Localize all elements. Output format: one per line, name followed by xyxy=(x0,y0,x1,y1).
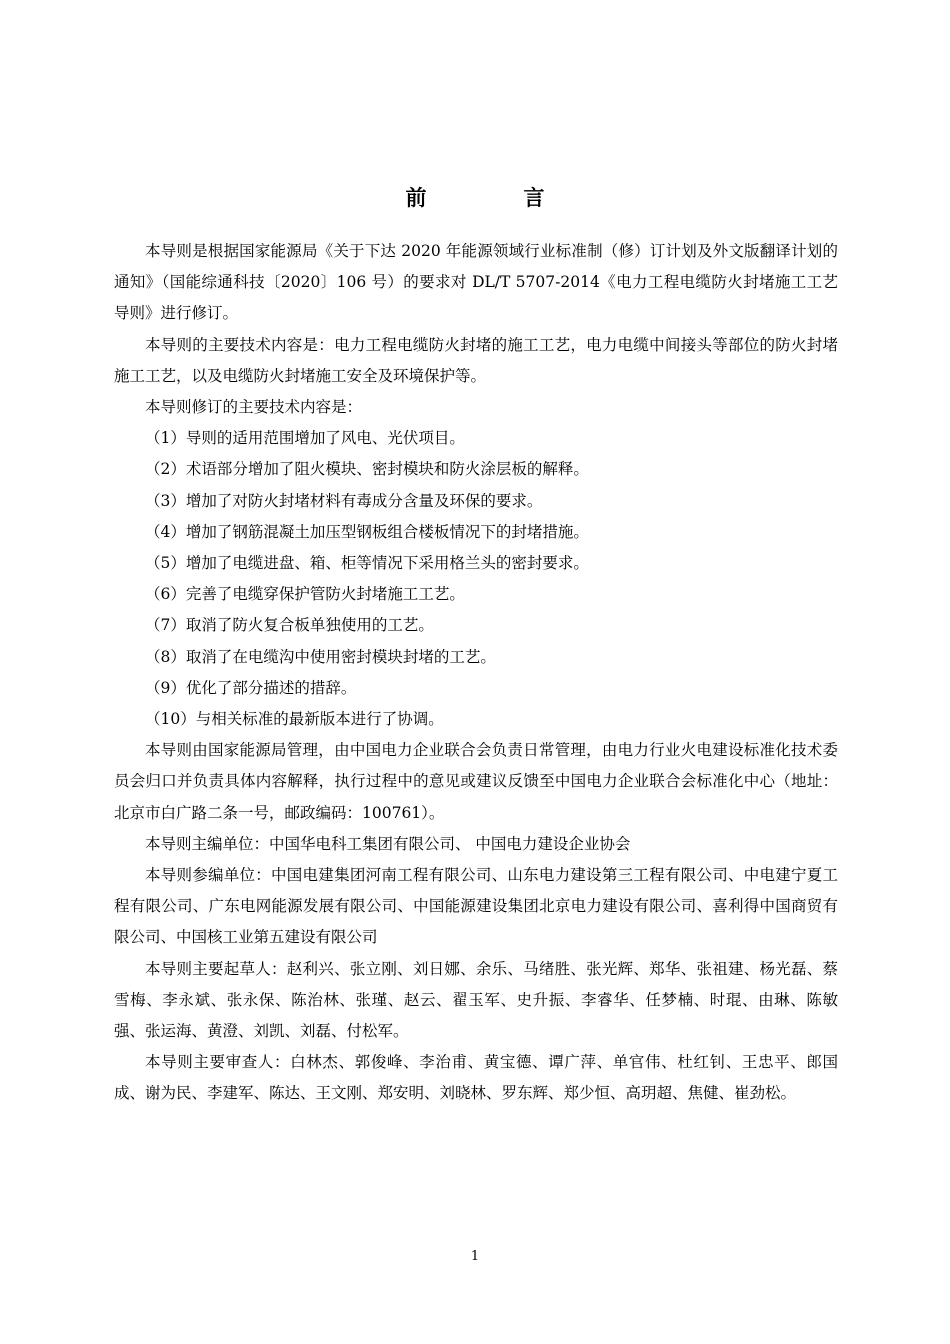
paragraph-reviewers: 本导则主要审查人：白林杰、郭俊峰、李治甫、黄宝德、谭广萍、单官伟、杜红钊、王忠平、郎国成、谢为民、李建军、陈达、王文刚、郑安明、刘晓林、罗东辉、郑少恒、高玥超、焦健、崔劲松。 xyxy=(114,1053,838,1103)
paragraph-basis: 本导则是根据国家能源局《关于下达 2020 年能源领域行业标准制（修）订计划及外文版翻译计划的通知》（国能综通科技〔2020〕106 号）的要求对 DL/T 5707-2014《电力工程电缆防火封堵施工工艺导则》进行修订。 xyxy=(114,242,838,323)
paragraph-management: 本导则由国家能源局管理，由中国电力企业联合会负责日常管理，由电力行业火电建设标准化技术委员会归口并负责具体内容解释，执行过程中的意见或建议反馈至中国电力企业联合会标准化中心（地址：北京市白广路二条一号，邮政编码：100761）。 xyxy=(114,741,838,822)
paragraph-main-content: 本导则的主要技术内容是：电力工程电缆防火封堵的施工工艺，电力电缆中间接头等部位的防火封堵施工工艺，以及电缆防火封堵施工安全及环境保护等。 xyxy=(114,335,838,385)
revision-item-7: （7）取消了防火复合板单独使用的工艺。 xyxy=(145,616,434,635)
paragraph-chief-editors: 本导则主编单位：中国华电科工集团有限公司、 中国电力建设企业协会 xyxy=(145,834,631,853)
revision-item-3: （3）增加了对防火封堵材料有毒成分含量及环保的要求。 xyxy=(145,491,543,510)
preface-body xyxy=(114,236,838,1110)
revision-item-1: （1）导则的适用范围增加了风电、光伏项目。 xyxy=(145,429,465,448)
revision-item-8: （8）取消了在电缆沟中使用密封模块封堵的工艺。 xyxy=(145,647,496,666)
revision-item-5: （5）增加了电缆进盘、箱、柜等情况下采用格兰头的密封要求。 xyxy=(145,554,589,573)
revision-item-6: （6）完善了电缆穿保护管防火封堵施工工艺。 xyxy=(145,585,465,604)
revision-item-2: （2）术语部分增加了阻火模块、密封模块和防火涂层板的解释。 xyxy=(145,460,589,479)
paragraph-participants: 本导则参编单位：中国电建集团河南工程有限公司、山东电力建设第三工程有限公司、中电建宁夏工程有限公司、广东电网能源发展有限公司、中国能源建设集团北京电力建设有限公司、喜利得中国商贸有限公司、中国核工业第五建设有限公司 xyxy=(114,866,838,947)
paragraph-revision-intro: 本导则修订的主要技术内容是： xyxy=(145,398,363,417)
revision-item-4: （4）增加了钢筋混凝土加压型钢板组合楼板情况下的封堵措施。 xyxy=(145,522,589,541)
revision-item-10: （10）与相关标准的最新版本进行了协调。 xyxy=(145,710,444,729)
paragraph-drafters: 本导则主要起草人：赵利兴、张立刚、刘日娜、余乐、马绪胜、张光辉、郑华、张祖建、杨光磊、蔡雪梅、李永斌、张永保、陈治林、张瑾、赵云、翟玉军、史升振、李睿华、任梦楠、时琨、由琳、陈敏强、张运海、黄澄、刘凯、刘磊、付松军。 xyxy=(114,959,838,1041)
page-number: 1 xyxy=(470,1249,480,1264)
page-title: 前 言 xyxy=(405,186,583,210)
revision-item-9: （9）优化了部分描述的措辞。 xyxy=(145,678,357,697)
